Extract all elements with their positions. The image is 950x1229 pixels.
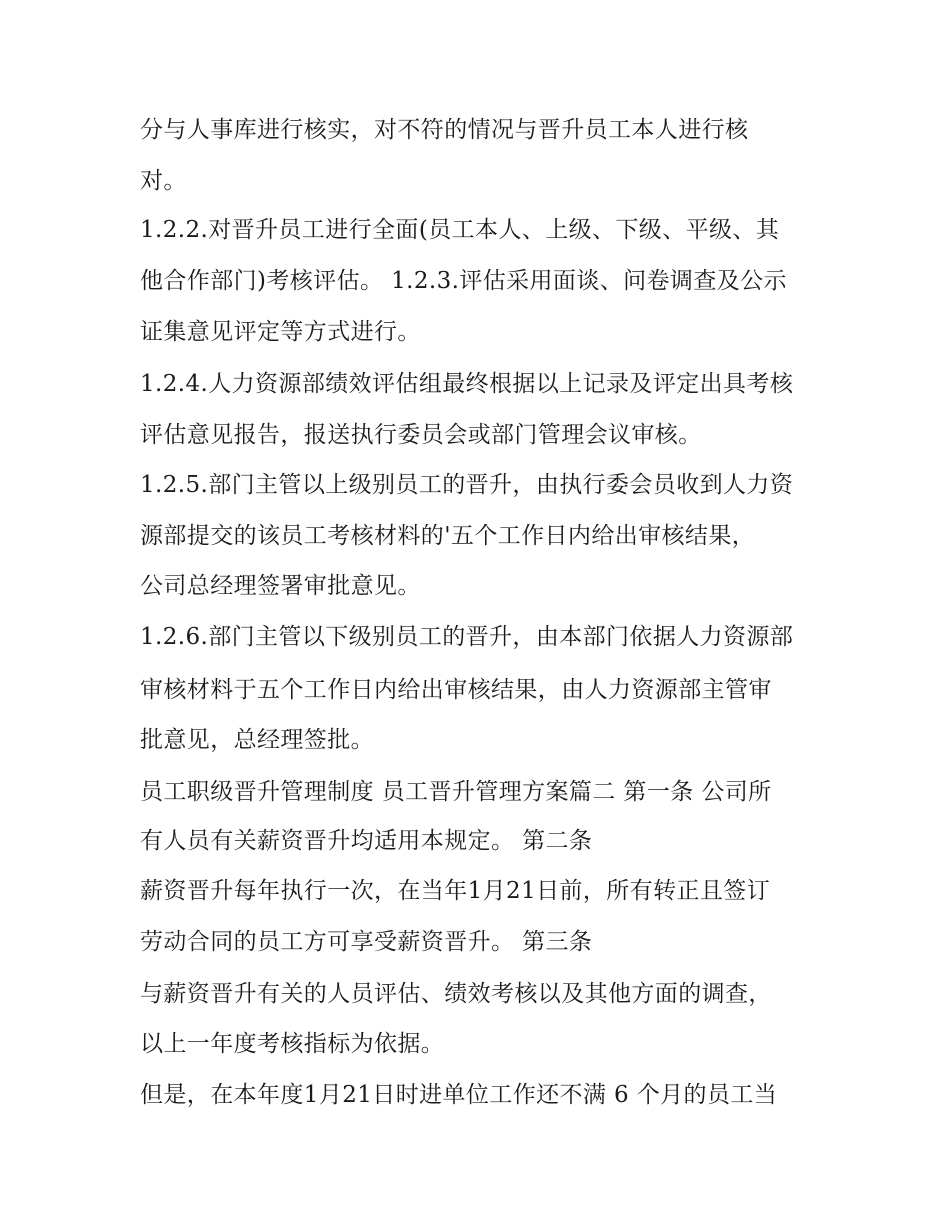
text-line: 1.2.4.人力资源部绩效评估组最终根据以上记录及评定出具考核: [140, 371, 794, 397]
text-line: 1.2.2.对晋升员工进行全面(员工本人、上级、下级、平级、其: [140, 217, 780, 243]
text-line: 审核材料于五个工作日内给出审核结果，由人力资源部主管审: [140, 677, 772, 703]
text-line: 证集意见评定等方式进行。: [140, 319, 421, 345]
text-line: 有人员有关薪资晋升均适用本规定。 第二条: [140, 828, 593, 854]
text-line: 批意见，总经理签批。: [140, 727, 374, 753]
text-line: 与薪资晋升有关的人员评估、绩效考核以及其他方面的调查，: [140, 981, 772, 1007]
text-line: 劳动合同的员工方可享受薪资晋升。 第三条: [140, 929, 593, 955]
text-line: 评估意见报告，报送执行委员会或部门管理会议审核。: [140, 422, 702, 448]
text-line: 但是，在本年度1月21日时进单位工作还不满 6 个月的员工当: [140, 1082, 778, 1108]
text-line: 源部提交的该员工考核材料的'五个工作日内给出审核结果，: [140, 523, 756, 549]
text-line: 1.2.6.部门主管以下级别员工的晋升，由本部门依据人力资源部: [140, 624, 794, 650]
text-line: 分与人事库进行核实，对不符的情况与晋升员工本人进行核: [140, 117, 749, 143]
text-line: 他合作部门)考核评估。 1.2.3.评估采用面谈、问卷调查及公示: [140, 268, 787, 294]
text-line: 员工职级晋升管理制度 员工晋升管理方案篇二 第一条 公司所: [140, 779, 772, 805]
text-line: 1.2.5.部门主管以上级别员工的晋升，由执行委会员收到人力资: [140, 472, 794, 498]
text-line: 以上一年度考核指标为依据。: [140, 1031, 445, 1057]
text-line: 公司总经理签署审批意见。: [140, 573, 421, 599]
text-line: 薪资晋升每年执行一次，在当年1月21日前，所有转正且签订: [140, 878, 771, 904]
text-line: 对。: [140, 168, 187, 194]
